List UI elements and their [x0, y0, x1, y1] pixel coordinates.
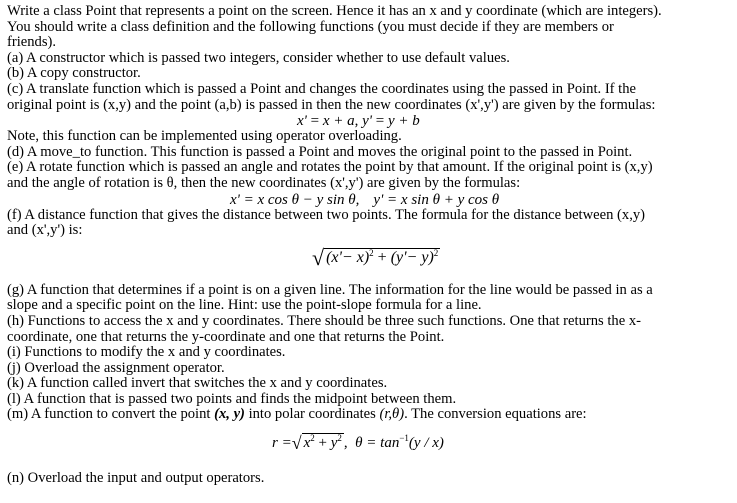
item-i-modify: (i) Functions to modify the x and y coordinates. [7, 344, 286, 361]
item-j-assignment: (j) Overload the assignment operator. [7, 359, 225, 376]
item-c-translate-line-1: (c) A translate function which is passed a Point and changes the coordinates using the passed in Point. If the [7, 80, 637, 97]
item-b-copy-constructor: (b) A copy constructor. [7, 65, 141, 82]
item-f-distance-line-2: and (x',y') is: [7, 222, 83, 239]
polar-exp-x: 2 [310, 433, 315, 444]
polar-r-lhs: r = [272, 435, 292, 452]
translate-lhs-x: x' [297, 113, 307, 130]
item-c-translate-line-2: original point is (x,y) and the point (a,b) is passed in then the new coordinates (x',y') are given by the formulas: [7, 96, 656, 113]
item-l-midpoint: (l) A function that is passed two points and finds the midpoint between them. [7, 390, 457, 407]
note-operator-overloading: Note, this function can be implemented using operator overloading. [7, 128, 402, 145]
item-m-text-before: (m) A function to convert the point [7, 406, 215, 423]
polar-inverse-exp: −1 [399, 433, 409, 444]
distance-term-x: (x'− x) [326, 248, 370, 266]
distance-formula [7, 241, 735, 275]
item-m-text-middle: into polar coordinates [244, 406, 380, 423]
item-g-line-1: (g) A function that determines if a point is on a given line. The information for the line would be passed in as a [7, 281, 653, 298]
intro-line-2: You should write a class definition and the following functions (you must decide if they are members or [7, 18, 614, 35]
polar-radicand [302, 433, 344, 452]
polar-y: y [330, 435, 338, 452]
distance-plus: + [377, 248, 387, 266]
item-g-line-2: slope and a specific point on the line. Hint: use the point-slope formula for a line. [7, 297, 482, 314]
item-m-text-after: . The conversion equations are: [404, 406, 587, 423]
polar-theta-lhs: θ = tan [355, 435, 400, 452]
rotate-formula-x: x' = x cos θ − y sin θ, [230, 191, 360, 208]
polar-exp-y: 2 [337, 433, 342, 444]
item-e-rotate-line-1: (e) A rotate function which is passed an angle and rotates the point by that amount. If the original point is (x,y) [7, 159, 653, 176]
distance-exp-y: 2 [433, 247, 439, 258]
square-root-icon: √ [291, 433, 302, 454]
item-k-invert: (k) A function called invert that switches the x and y coordinates. [7, 375, 388, 392]
assignment-document [7, 4, 735, 487]
polar-arg: (y / x) [408, 435, 444, 452]
item-d-move-to: (d) A move_to function. This function is passed a Point and moves the original point to the passed in Point. [7, 143, 633, 160]
polar-plus: + [314, 435, 331, 452]
distance-radicand [324, 248, 440, 267]
item-a-constructor: (a) A constructor which is passed two integers, consider whether to use default values. [7, 49, 510, 66]
polar-x: x [303, 435, 311, 452]
polar-formula: r =√ $x^2 + y^2$ , $\theta = \tan^{-1}(y / x)$ [272, 433, 444, 454]
distance-exp-x: 2 [369, 247, 374, 258]
rotate-formula [7, 192, 735, 208]
item-m-point: (x, y) [214, 406, 245, 423]
item-e-rotate-line-2: and the angle of rotation is θ, then the new coordinates (x',y') are given by the formulas: [7, 174, 521, 191]
translate-formula: x' = x + a, y' = y + b [297, 113, 420, 130]
distance-term-y: (y'− y) [390, 248, 434, 266]
item-h-line-1: (h) Functions to access the x and y coordinates. There should be three such functions. One that returns the x- [7, 312, 641, 329]
intro-line-3: friends). [7, 34, 57, 51]
item-n-io-operators: (n) Overload the input and output operators. [7, 470, 265, 487]
rotate-formula-y: y' = x sin θ + y cos θ [373, 191, 500, 208]
item-m-polar-coords: (r,θ) [379, 406, 405, 423]
translate-rhs-x: x + a [322, 113, 355, 130]
item-f-distance-line-1: (f) A distance function that gives the distance between two points. The formula for the distance between (x,y) [7, 206, 646, 223]
square-root-icon: √ [312, 244, 325, 270]
translate-rhs-y: y + b [387, 113, 420, 130]
translate-lhs-y: y' [362, 113, 372, 130]
item-h-line-2: coordinate, one that returns the y-coordinate and one that returns the Point. [7, 328, 445, 345]
intro-line-1: Write a class Point that represents a point on the screen. Hence it has an x and y coordinate (which are integers). [7, 3, 662, 19]
item-m-polar [7, 407, 735, 423]
